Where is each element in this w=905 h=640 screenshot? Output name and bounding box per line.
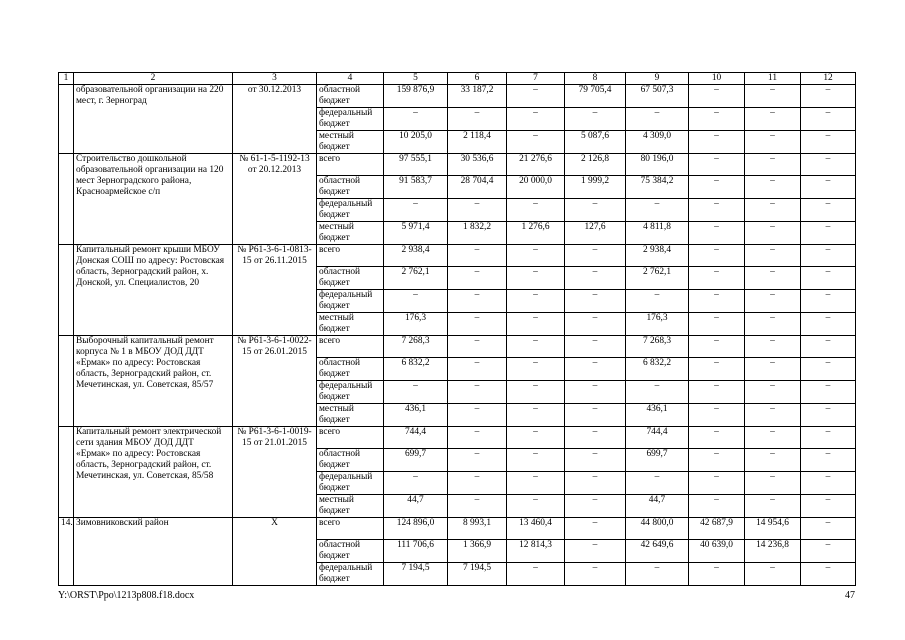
amount-cell: – (507, 563, 565, 586)
amount-cell: – (507, 336, 565, 358)
amount-cell: – (565, 245, 626, 267)
amount-cell: 91 583,7 (384, 176, 448, 199)
amount-cell: – (689, 176, 745, 199)
amount-cell: – (565, 336, 626, 358)
amount-cell: – (801, 381, 856, 404)
amount-cell: – (801, 495, 856, 518)
amount-cell: – (507, 108, 565, 131)
amount-cell: – (384, 381, 448, 404)
amount-cell: 20 000,0 (507, 176, 565, 199)
funding-source: федеральный бюджет (317, 472, 384, 495)
amount-cell: – (801, 85, 856, 108)
amount-cell: – (507, 472, 565, 495)
object-name: Выборочный капитальный ремонт корпуса № 1 в МБОУ ДОД ДДТ «Ермак» по адресу: Ростовская область, Зерноградский район, ст. Мечетинская, ул. Советская, 85/57 (74, 336, 233, 427)
funding-source: федеральный бюджет (317, 108, 384, 131)
amount-cell: – (745, 472, 801, 495)
amount-cell: – (565, 381, 626, 404)
amount-cell: – (689, 427, 745, 449)
row-number (59, 85, 74, 154)
funding-source: местный бюджет (317, 131, 384, 154)
amount-cell: – (745, 267, 801, 290)
amount-cell: 1 832,2 (448, 222, 507, 245)
object-name: Капитальный ремонт крыши МБОУ Донская СОШ по адресу: Ростовская область, Зерноградский район, х. Донской, ул. Специалистов, 20 (74, 245, 233, 336)
amount-cell: – (689, 336, 745, 358)
amount-cell: – (565, 540, 626, 563)
funding-source: местный бюджет (317, 495, 384, 518)
table-row (59, 518, 856, 540)
amount-cell: – (626, 381, 689, 404)
amount-cell: – (801, 290, 856, 313)
amount-cell: – (565, 313, 626, 336)
amount-cell: – (745, 427, 801, 449)
amount-cell: – (507, 427, 565, 449)
amount-cell: – (565, 518, 626, 540)
funding-source: областной бюджет (317, 358, 384, 381)
column-number-row (59, 73, 856, 85)
amount-cell: 12 814,3 (507, 540, 565, 563)
amount-cell: – (801, 199, 856, 222)
amount-cell: – (689, 85, 745, 108)
amount-cell: 1 999,2 (565, 176, 626, 199)
funding-source: местный бюджет (317, 313, 384, 336)
amount-cell: – (689, 245, 745, 267)
funding-source: всего (317, 336, 384, 358)
amount-cell: 2 762,1 (384, 267, 448, 290)
amount-cell: – (507, 404, 565, 427)
amount-cell: 5 971,4 (384, 222, 448, 245)
amount-cell: 6 832,2 (384, 358, 448, 381)
amount-cell: 10 205,0 (384, 131, 448, 154)
amount-cell: – (448, 108, 507, 131)
amount-cell: – (801, 176, 856, 199)
amount-cell: – (384, 290, 448, 313)
amount-cell: 7 268,3 (384, 336, 448, 358)
document-reference: от 30.12.2013 (233, 85, 317, 154)
amount-cell: – (448, 199, 507, 222)
funding-source: всего (317, 245, 384, 267)
funding-source: областной бюджет (317, 267, 384, 290)
amount-cell: – (745, 222, 801, 245)
amount-cell: 4 309,0 (626, 131, 689, 154)
amount-cell: 2 938,4 (626, 245, 689, 267)
column-number-3: 3 (233, 73, 317, 85)
amount-cell: – (507, 131, 565, 154)
amount-cell: – (565, 199, 626, 222)
amount-cell: 44 800,0 (626, 518, 689, 540)
amount-cell: 6 832,2 (626, 358, 689, 381)
amount-cell: – (745, 245, 801, 267)
amount-cell: – (689, 108, 745, 131)
amount-cell: – (745, 381, 801, 404)
amount-cell: 40 639,0 (689, 540, 745, 563)
table-row (59, 85, 856, 108)
amount-cell: 1 276,6 (507, 222, 565, 245)
table-row (59, 245, 856, 267)
amount-cell: – (801, 540, 856, 563)
amount-cell: – (626, 108, 689, 131)
amount-cell: 127,6 (565, 222, 626, 245)
amount-cell: 111 706,6 (384, 540, 448, 563)
amount-cell: – (565, 449, 626, 472)
amount-cell: 7 194,5 (384, 563, 448, 586)
amount-cell: – (448, 336, 507, 358)
funding-source: всего (317, 518, 384, 540)
amount-cell: 13 460,4 (507, 518, 565, 540)
amount-cell: – (801, 267, 856, 290)
amount-cell: 7 194,5 (448, 563, 507, 586)
amount-cell: – (801, 154, 856, 176)
amount-cell: 744,4 (384, 427, 448, 449)
amount-cell: 75 384,2 (626, 176, 689, 199)
amount-cell: – (801, 358, 856, 381)
document-reference: № Р61-3-6-1-0813-15 от 26.11.2015 (233, 245, 317, 336)
row-number (59, 427, 74, 518)
amount-cell: 14 236,8 (745, 540, 801, 563)
amount-cell: – (801, 563, 856, 586)
funding-source: областной бюджет (317, 449, 384, 472)
amount-cell: 2 762,1 (626, 267, 689, 290)
amount-cell: – (801, 313, 856, 336)
amount-cell: 4 811,8 (626, 222, 689, 245)
funding-source: местный бюджет (317, 404, 384, 427)
column-number-7: 7 (507, 73, 565, 85)
amount-cell: – (507, 381, 565, 404)
amount-cell: – (801, 108, 856, 131)
amount-cell: – (384, 108, 448, 131)
amount-cell: – (745, 336, 801, 358)
amount-cell: – (689, 472, 745, 495)
amount-cell: – (565, 427, 626, 449)
amount-cell: – (689, 449, 745, 472)
object-name: Капитальный ремонт электрической сети здания МБОУ ДОД ДДТ «Ермак» по адресу: Ростовская область, Зерноградский район, ст. Мечетинская, ул. Советская, 85/58 (74, 427, 233, 518)
amount-cell: – (448, 313, 507, 336)
amount-cell: – (689, 131, 745, 154)
column-number-6: 6 (448, 73, 507, 85)
amount-cell: – (507, 267, 565, 290)
amount-cell: – (745, 131, 801, 154)
amount-cell: 5 087,6 (565, 131, 626, 154)
document-reference: № Р61-3-6-1-0019-15 от 21.01.2015 (233, 427, 317, 518)
amount-cell: 2 126,8 (565, 154, 626, 176)
amount-cell: 30 536,6 (448, 154, 507, 176)
amount-cell: – (801, 518, 856, 540)
amount-cell: 744,4 (626, 427, 689, 449)
funding-source: областной бюджет (317, 540, 384, 563)
column-number-10: 10 (689, 73, 745, 85)
amount-cell: – (448, 495, 507, 518)
amount-cell: – (626, 563, 689, 586)
amount-cell: 79 705,4 (565, 85, 626, 108)
amount-cell: 436,1 (384, 404, 448, 427)
amount-cell: – (565, 358, 626, 381)
amount-cell: – (565, 267, 626, 290)
table-row (59, 154, 856, 176)
amount-cell: – (689, 222, 745, 245)
funding-source: федеральный бюджет (317, 290, 384, 313)
amount-cell: – (507, 449, 565, 472)
amount-cell: – (745, 85, 801, 108)
amount-cell: – (507, 290, 565, 313)
amount-cell: – (507, 85, 565, 108)
amount-cell: – (689, 495, 745, 518)
amount-cell: – (801, 336, 856, 358)
amount-cell: – (689, 563, 745, 586)
amount-cell: – (745, 199, 801, 222)
amount-cell: – (507, 313, 565, 336)
document-reference: № Р61-3-6-1-0022-15 от 26.01.2015 (233, 336, 317, 427)
amount-cell: – (626, 472, 689, 495)
amount-cell: – (507, 245, 565, 267)
object-name: образовательной организации на 220 мест, г. Зерноград (74, 85, 233, 154)
amount-cell: – (689, 358, 745, 381)
amount-cell: – (507, 358, 565, 381)
amount-cell: – (626, 290, 689, 313)
financing-table (58, 72, 856, 586)
amount-cell: 2 938,4 (384, 245, 448, 267)
amount-cell: 42 687,9 (689, 518, 745, 540)
amount-cell: – (689, 290, 745, 313)
amount-cell: 97 555,1 (384, 154, 448, 176)
row-number (59, 336, 74, 427)
amount-cell: – (745, 176, 801, 199)
amount-cell: 21 276,6 (507, 154, 565, 176)
funding-source: федеральный бюджет (317, 381, 384, 404)
amount-cell: – (448, 358, 507, 381)
amount-cell: – (448, 290, 507, 313)
amount-cell: – (565, 472, 626, 495)
amount-cell: – (801, 245, 856, 267)
amount-cell: – (689, 381, 745, 404)
column-number-5: 5 (384, 73, 448, 85)
funding-source: федеральный бюджет (317, 563, 384, 586)
amount-cell: – (448, 449, 507, 472)
column-number-4: 4 (317, 73, 384, 85)
amount-cell: – (801, 427, 856, 449)
amount-cell: – (384, 472, 448, 495)
column-number-9: 9 (626, 73, 689, 85)
amount-cell: – (565, 290, 626, 313)
amount-cell: – (801, 404, 856, 427)
document-reference: № 61-1-5-1192-13 от 20.12.2013 (233, 154, 317, 245)
amount-cell: – (745, 313, 801, 336)
funding-source: областной бюджет (317, 176, 384, 199)
amount-cell: – (448, 472, 507, 495)
footer-file-path: Y:\ORST\Ppo\1213p808.f18.docx (58, 590, 195, 601)
column-number-8: 8 (565, 73, 626, 85)
amount-cell: – (689, 404, 745, 427)
amount-cell: 2 118,4 (448, 131, 507, 154)
amount-cell: 44,7 (384, 495, 448, 518)
amount-cell: 699,7 (626, 449, 689, 472)
amount-cell: – (565, 108, 626, 131)
amount-cell: 699,7 (384, 449, 448, 472)
column-number-2: 2 (74, 73, 233, 85)
amount-cell: 28 704,4 (448, 176, 507, 199)
amount-cell: – (448, 245, 507, 267)
table-row (59, 336, 856, 358)
amount-cell: 176,3 (384, 313, 448, 336)
amount-cell: – (565, 404, 626, 427)
amount-cell: – (745, 449, 801, 472)
amount-cell: – (745, 404, 801, 427)
amount-cell: – (801, 449, 856, 472)
amount-cell: – (801, 131, 856, 154)
amount-cell: – (448, 267, 507, 290)
amount-cell: – (745, 154, 801, 176)
funding-source: всего (317, 427, 384, 449)
amount-cell: 8 993,1 (448, 518, 507, 540)
footer-page-number: 47 (845, 590, 855, 601)
amount-cell: – (689, 154, 745, 176)
funding-source: местный бюджет (317, 222, 384, 245)
row-number: 14. (59, 518, 74, 586)
amount-cell: – (507, 495, 565, 518)
amount-cell: – (565, 563, 626, 586)
amount-cell: 14 954,6 (745, 518, 801, 540)
amount-cell: – (745, 358, 801, 381)
amount-cell: – (689, 199, 745, 222)
object-name: Строительство дошкольной образовательной организации на 120 мест Зерноградского района, Красноармейское с/п (74, 154, 233, 245)
amount-cell: – (801, 472, 856, 495)
funding-source: областной бюджет (317, 85, 384, 108)
amount-cell: – (745, 108, 801, 131)
amount-cell: 80 196,0 (626, 154, 689, 176)
amount-cell: 1 366,9 (448, 540, 507, 563)
amount-cell: – (507, 199, 565, 222)
amount-cell: 7 268,3 (626, 336, 689, 358)
amount-cell: – (565, 495, 626, 518)
amount-cell: 176,3 (626, 313, 689, 336)
amount-cell: – (745, 563, 801, 586)
column-number-12: 12 (801, 73, 856, 85)
row-number (59, 245, 74, 336)
document-reference: Х (233, 518, 317, 586)
amount-cell: 42 649,6 (626, 540, 689, 563)
amount-cell: 33 187,2 (448, 85, 507, 108)
amount-cell: 44,7 (626, 495, 689, 518)
funding-source: федеральный бюджет (317, 199, 384, 222)
object-name: Зимовниковский район (74, 518, 233, 586)
amount-cell: – (689, 313, 745, 336)
amount-cell: – (448, 381, 507, 404)
amount-cell: – (448, 404, 507, 427)
funding-source: всего (317, 154, 384, 176)
amount-cell: 436,1 (626, 404, 689, 427)
amount-cell: – (745, 290, 801, 313)
table-body (59, 85, 856, 586)
amount-cell: – (384, 199, 448, 222)
amount-cell: 124 896,0 (384, 518, 448, 540)
amount-cell: – (626, 199, 689, 222)
column-number-1: 1 (59, 73, 74, 85)
amount-cell: – (448, 427, 507, 449)
column-number-11: 11 (745, 73, 801, 85)
amount-cell: 159 876,9 (384, 85, 448, 108)
amount-cell: – (745, 495, 801, 518)
amount-cell: 67 507,3 (626, 85, 689, 108)
table-row (59, 427, 856, 449)
amount-cell: – (689, 267, 745, 290)
amount-cell: – (801, 222, 856, 245)
row-number (59, 154, 74, 245)
